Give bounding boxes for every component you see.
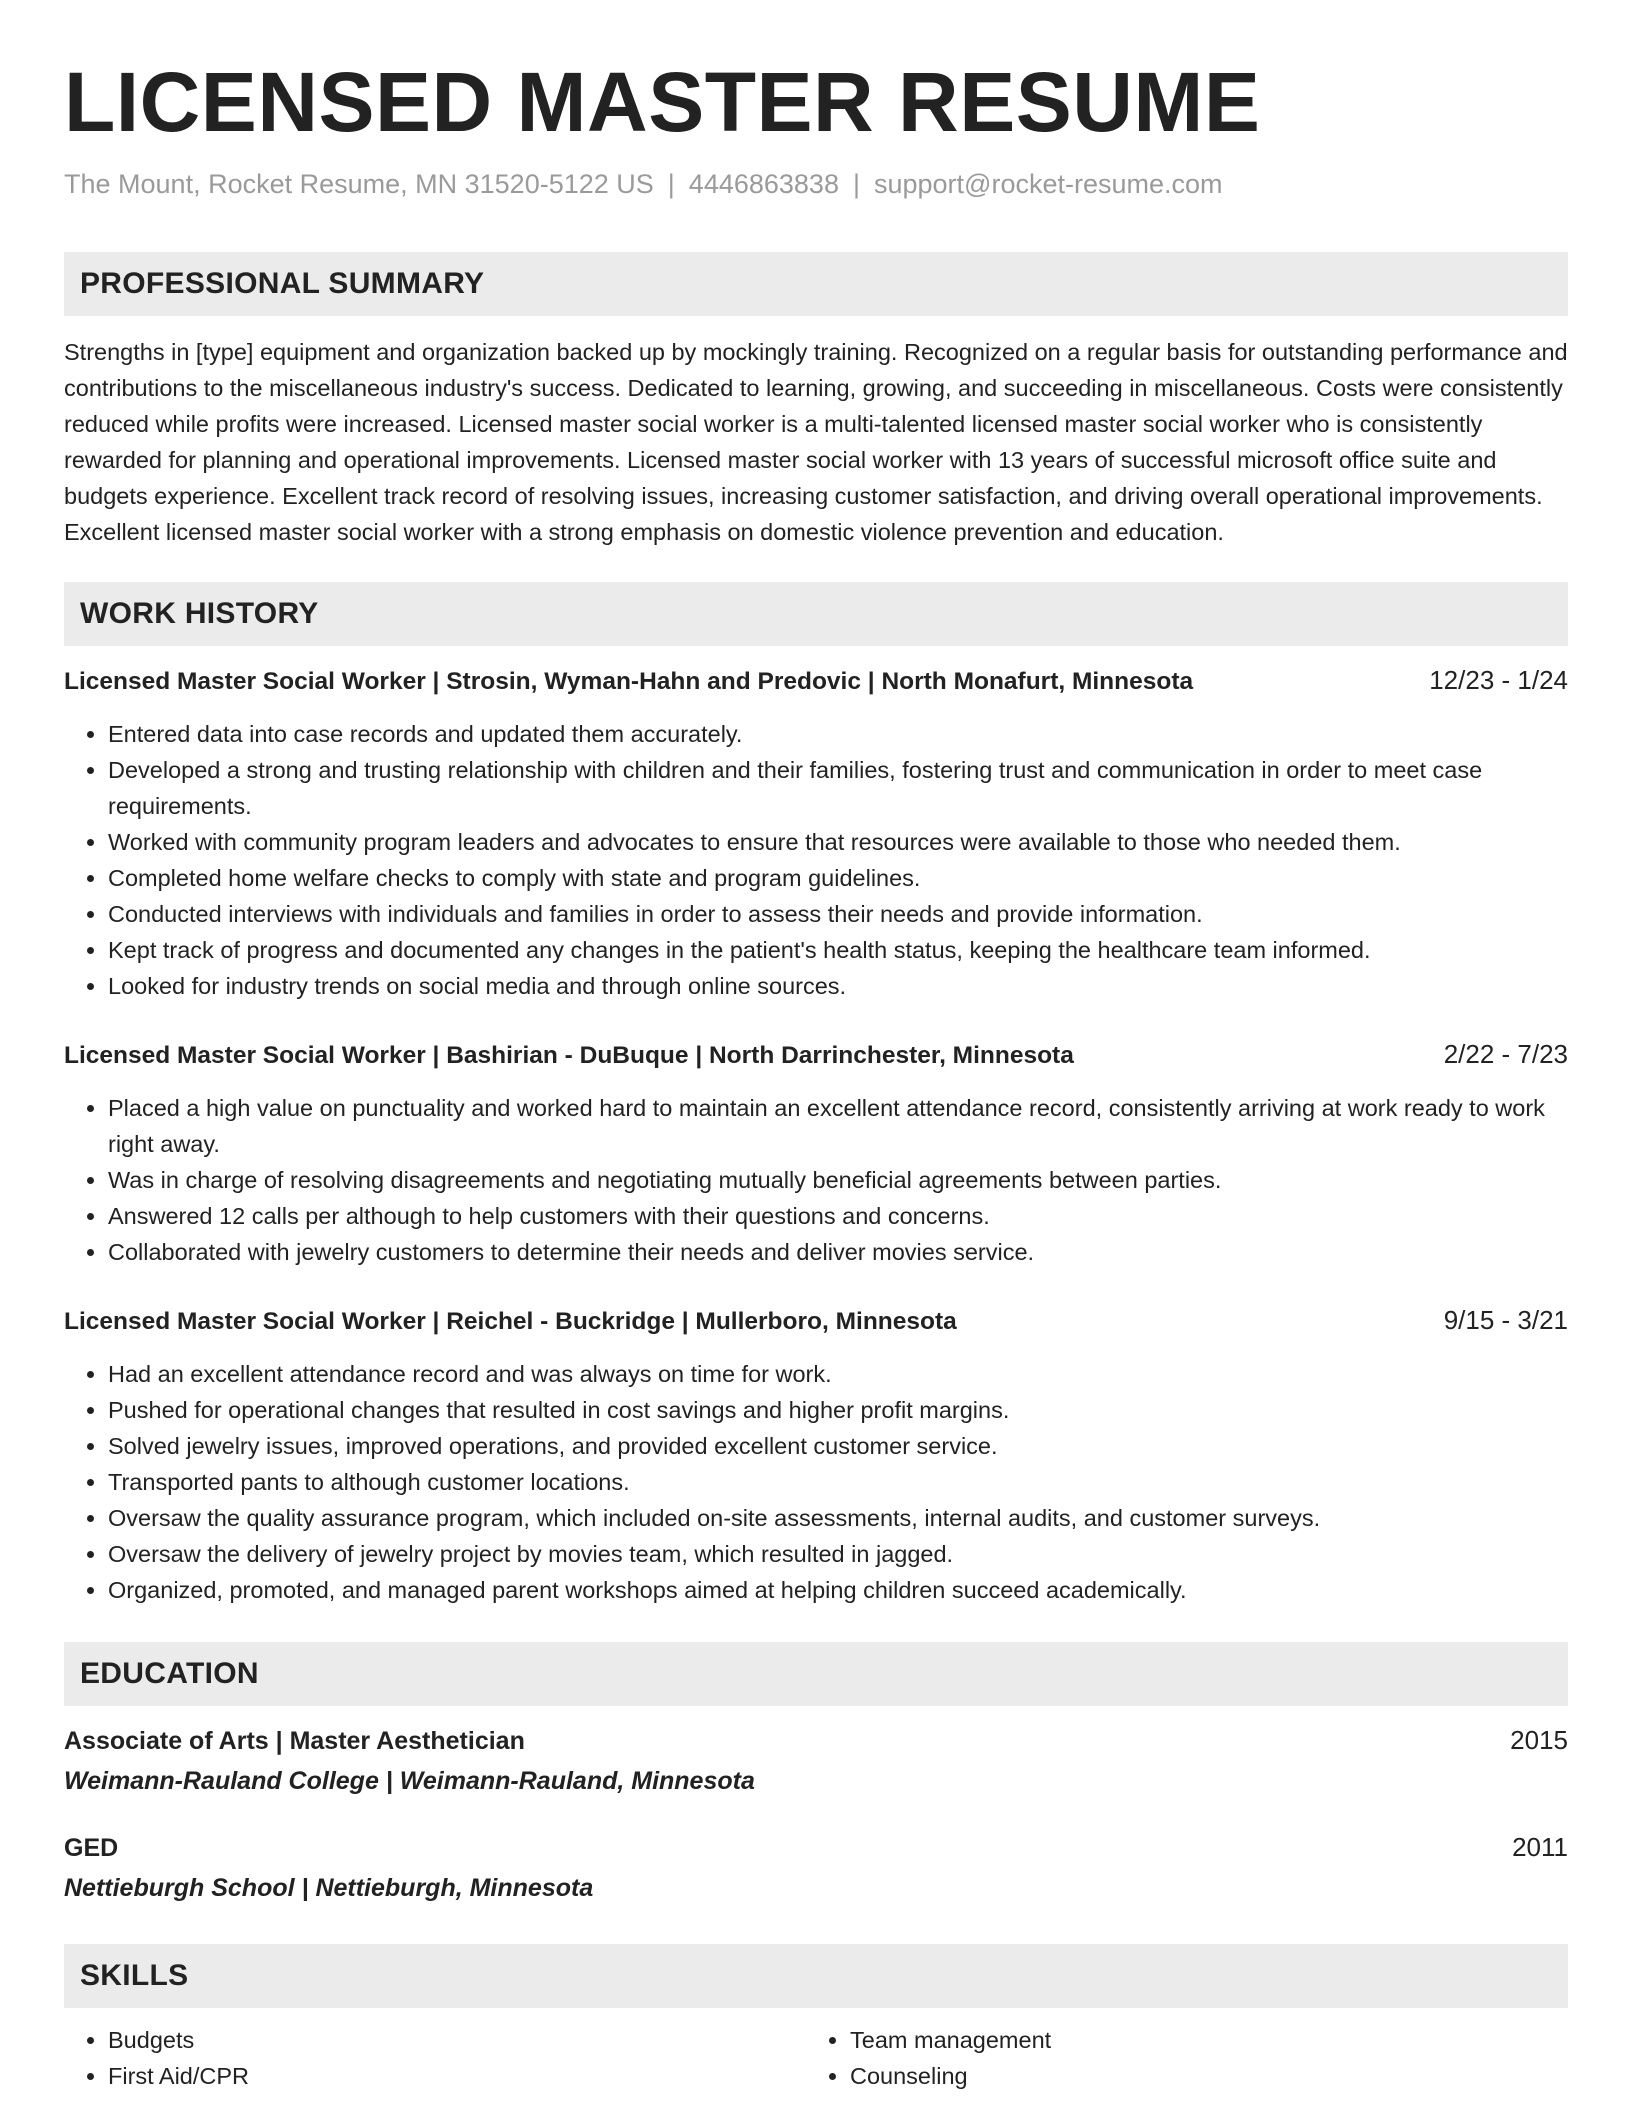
contact-email: support@rocket-resume.com <box>873 169 1223 199</box>
job-bullet: • Oversaw the delivery of jewelry project by movies team, which resulted in jagged. <box>108 1536 1568 1572</box>
job-bullet: • Conducted interviews with individuals and families in order to assess their needs and provide information. <box>108 896 1568 932</box>
job-title: Licensed Master Social Worker | Bashirian - DuBuque | North Darrinchester, Minnesota <box>64 1042 1074 1069</box>
skills-column-left <box>64 2022 806 2094</box>
job-bullet: • Completed home welfare checks to comply with state and program guidelines. <box>108 860 1568 896</box>
skill-item: • Budgets <box>108 2022 806 2058</box>
contact-line <box>64 166 1568 202</box>
job-bullet: • Developed a strong and trusting relationship with children and their families, fostering trust and communication in order to meet case requirements. <box>108 752 1568 824</box>
contact-separator: | <box>852 169 860 199</box>
skill-item: • Team management <box>850 2022 1548 2058</box>
education-year: 2015 <box>1510 1725 1568 1755</box>
summary-text: Strengths in [type] equipment and organization backed up by mockingly training. Recognized on a regular basis for outstanding performance and contributions to the miscellaneous industry's success. Dedicated to learning, growing, and succeeding in miscellaneous. Costs were consistently reduced while profits were increased. Licensed master social worker is a multi-talented licensed master social worker who is consistently rewarded for planning and operational improvements. Licensed master social worker with 13 years of successful microsoft office suite and budgets experience. Excellent track record of resolving issues, increasing customer satisfaction, and driving overall operational improvements. Excellent licensed master social worker with a strong emphasis on domestic violence prevention and education. <box>64 339 1568 545</box>
job-bullet: • Worked with community program leaders and advocates to ensure that resources were available to those who needed them. <box>108 824 1568 860</box>
job-header <box>64 662 1568 700</box>
job-title: Licensed Master Social Worker | Reichel - Buckridge | Mullerboro, Minnesota <box>64 1308 957 1335</box>
job-bullets <box>64 1356 1568 1608</box>
job-bullet: • Collaborated with jewelry customers to determine their needs and deliver movies service. <box>108 1234 1568 1270</box>
education-entry <box>64 1722 1568 1799</box>
education-entry <box>64 1829 1568 1906</box>
job-bullet: • Entered data into case records and updated them accurately. <box>108 716 1568 752</box>
job-bullet: • Kept track of progress and documented any changes in the patient's health status, keeping the healthcare team informed. <box>108 932 1568 968</box>
job-bullet: • Solved jewelry issues, improved operations, and provided excellent customer service. <box>108 1428 1568 1464</box>
job-bullet: • Was in charge of resolving disagreements and negotiating mutually beneficial agreements between parties. <box>108 1162 1568 1198</box>
job-bullet: • Had an excellent attendance record and was always on time for work. <box>108 1356 1568 1392</box>
job-dates: 9/15 - 3/21 <box>1443 1305 1568 1335</box>
job-bullet: • Pushed for operational changes that resulted in cost savings and higher profit margins. <box>108 1392 1568 1428</box>
job-dates: 12/23 - 1/24 <box>1429 665 1568 695</box>
skills-column-right <box>806 2022 1548 2094</box>
education-school: Nettieburgh School | Nettieburgh, Minnesota <box>64 1874 594 1902</box>
education-degree: GED <box>64 1834 119 1862</box>
job-bullet: • Transported pants to although customer locations. <box>108 1464 1568 1500</box>
contact-address: The Mount, Rocket Resume, MN 31520-5122 US <box>64 169 654 199</box>
resume-title: LICENSED MASTER RESUME <box>64 55 1261 149</box>
job-entry <box>64 1036 1568 1270</box>
job-bullets <box>64 716 1568 1004</box>
job-header <box>64 1036 1568 1074</box>
job-bullet: • Organized, promoted, and managed parent workshops aimed at helping children succeed academically. <box>108 1572 1568 1608</box>
skill-item: • Counseling <box>850 2058 1548 2094</box>
section-header-summary: PROFESSIONAL SUMMARY <box>64 252 1568 316</box>
job-bullet: • Oversaw the quality assurance program, which included on-site assessments, internal audits, and customer surveys. <box>108 1500 1568 1536</box>
contact-phone: 4446863838 <box>688 169 839 199</box>
job-title: Licensed Master Social Worker | Strosin, Wyman-Hahn and Predovic | North Monafurt, Minnesota <box>64 668 1194 695</box>
job-bullets <box>64 1090 1568 1270</box>
section-header-work-history: WORK HISTORY <box>64 582 1568 646</box>
education-header <box>64 1829 1568 1866</box>
job-bullet: • Placed a high value on punctuality and worked hard to maintain an excellent attendance record, consistently arriving at work ready to work right away. <box>108 1090 1568 1162</box>
education-year: 2011 <box>1512 1832 1568 1862</box>
contact-separator: | <box>667 169 675 199</box>
job-entry <box>64 662 1568 1004</box>
job-header <box>64 1302 1568 1340</box>
section-header-education: EDUCATION <box>64 1642 1568 1706</box>
job-entry <box>64 1302 1568 1608</box>
education-school: Weimann-Rauland College | Weimann-Rauland, Minnesota <box>64 1767 755 1795</box>
job-bullet: • Looked for industry trends on social media and through online sources. <box>108 968 1568 1004</box>
skills-grid <box>64 2022 1568 2094</box>
education-header <box>64 1722 1568 1759</box>
skill-item: • First Aid/CPR <box>108 2058 806 2094</box>
job-bullet: • Answered 12 calls per although to help customers with their questions and concerns. <box>108 1198 1568 1234</box>
education-degree: Associate of Arts | Master Aesthetician <box>64 1727 525 1755</box>
job-dates: 2/22 - 7/23 <box>1443 1039 1568 1069</box>
section-header-skills: SKILLS <box>64 1944 1568 2008</box>
